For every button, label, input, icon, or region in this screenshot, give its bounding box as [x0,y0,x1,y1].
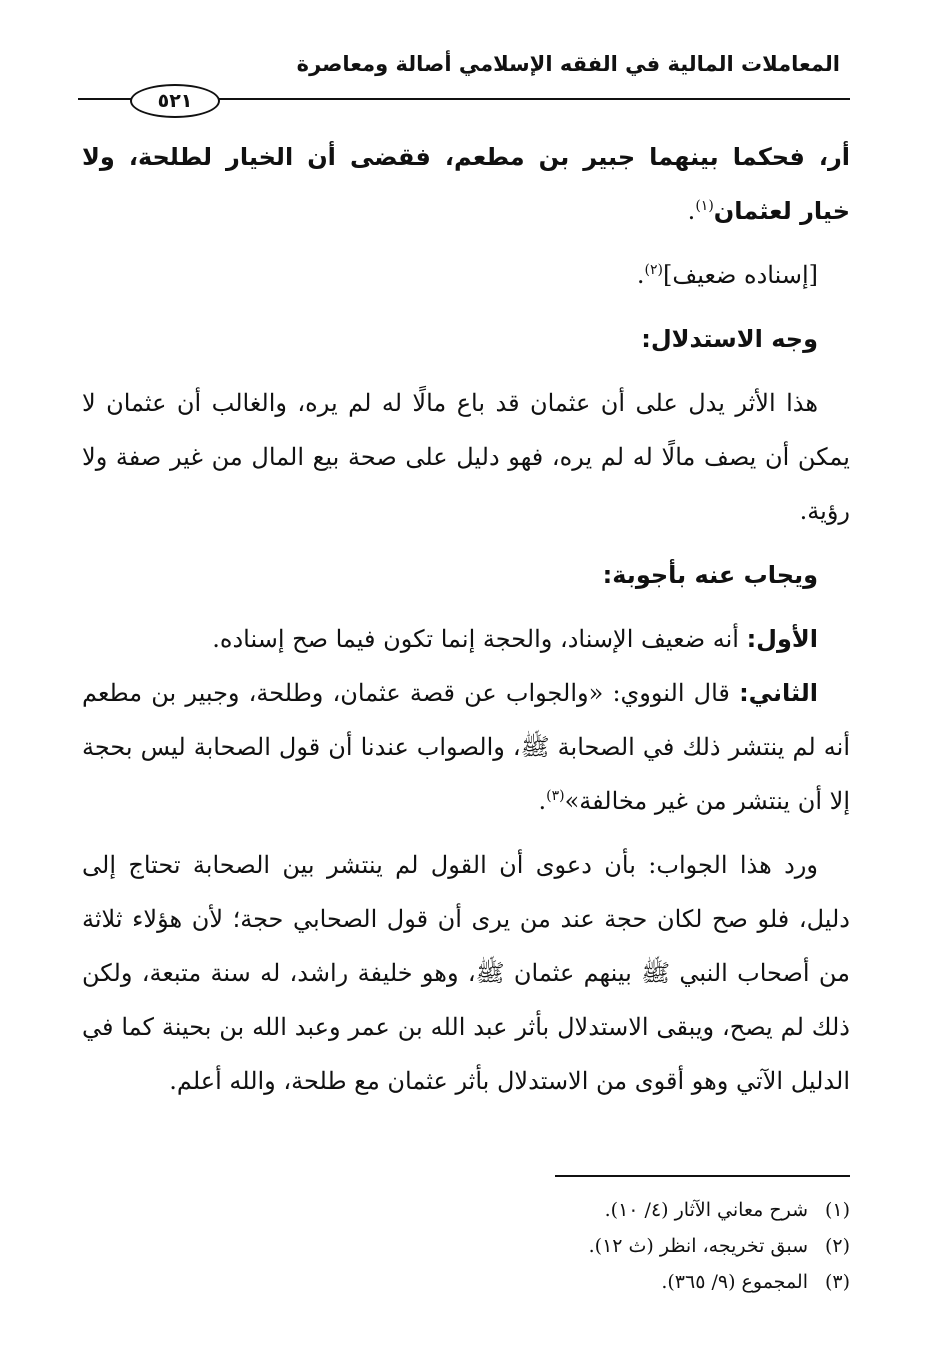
heading-evidence: وجه الاستدلال: [641,325,818,353]
footnote-ref-1: (١) [695,198,714,214]
isnad-text: [إسناده ضعيف] [663,261,818,289]
paragraph-evidence: هذا الأثر يدل على أن عثمان قد باع مالًا له لم يره، والغالب أن عثمان لا يمكن أن يصف مالًا له لم يره، فهو دليل على صحة بيع المال من غير صفة ولا رؤية. [82,389,850,525]
footnote-marker: (١) [824,1199,850,1221]
paragraph-rebuttal: ورد هذا الجواب: بأن دعوى أن القول لم ينتشر بين الصحابة تحتاج إلى دليل، فلو صح لكان حجة عند من يرى أن قول الصحابي حجة؛ لأن هؤلاء ثلاثة من أصحاب النبي ﷺ بينهم عثمان ﷺ، وهو خليفة راشد، له سنة متبعة، ولكن ذلك لم يصح، ويبقى الاستدلال بأثر عبد الله بن عمر وعبد الله بن بحينة كما في الدليل الآتي وهو أقوى من الاستدلال بأثر عثمان مع طلحة، والله أعلم. [82,851,850,1095]
isnad-note [82,248,850,302]
answer-second [82,666,850,828]
footnote-ref-2: (٢) [644,262,663,278]
isnad-end: . [636,261,645,289]
footnote-ref-3: (٣) [546,788,565,804]
footnote-3 [130,1264,850,1300]
answer-second-end: . [538,787,547,815]
footnote-text: سبق تخريجه، انظر (ث ١٢). [588,1235,808,1257]
answer-first [82,612,850,666]
paragraph-continuation [82,130,850,238]
answer-second-text: قال النووي: «والجواب عن قصة عثمان، وطلحة، وجبير بن مطعم أنه لم ينتشر ذلك في الصحابة ﷺ، والصواب عندنا أن قول الصحابة ليس بحجة إلا أن ينتشر من غير مخالفة» [82,679,851,815]
heading-answers: ويجاب عنه بأجوبة: [602,561,818,589]
footnote-rule [555,1175,850,1177]
footnote-marker: (٢) [824,1235,850,1257]
answer-second-label: الثاني: [739,679,818,707]
footnote-2 [130,1228,850,1264]
continuation-text: أر، فحكما بينهما جبير بن مطعم، فقضى أن الخيار لطلحة، ولا خيار لعثمان [82,143,850,225]
answer-first-label: الأول: [746,625,818,653]
page-number: ٥٢١ [130,84,220,118]
footnotes [130,1192,850,1300]
footnote-1 [130,1192,850,1228]
answer-first-text: أنه ضعيف الإسناد، والحجة إنما تكون فيما صح إسناده. [212,625,739,653]
continuation-end: . [687,197,696,225]
body-text [82,130,850,1108]
footnote-marker: (٣) [824,1271,850,1293]
footnote-text: المجموع (٩/ ٣٦٥). [661,1271,808,1293]
running-title: المعاملات المالية في الفقه الإسلامي أصالة ومعاصرة [296,52,840,76]
footnote-text: شرح معاني الآثار (٤/ ١٠). [604,1199,808,1221]
